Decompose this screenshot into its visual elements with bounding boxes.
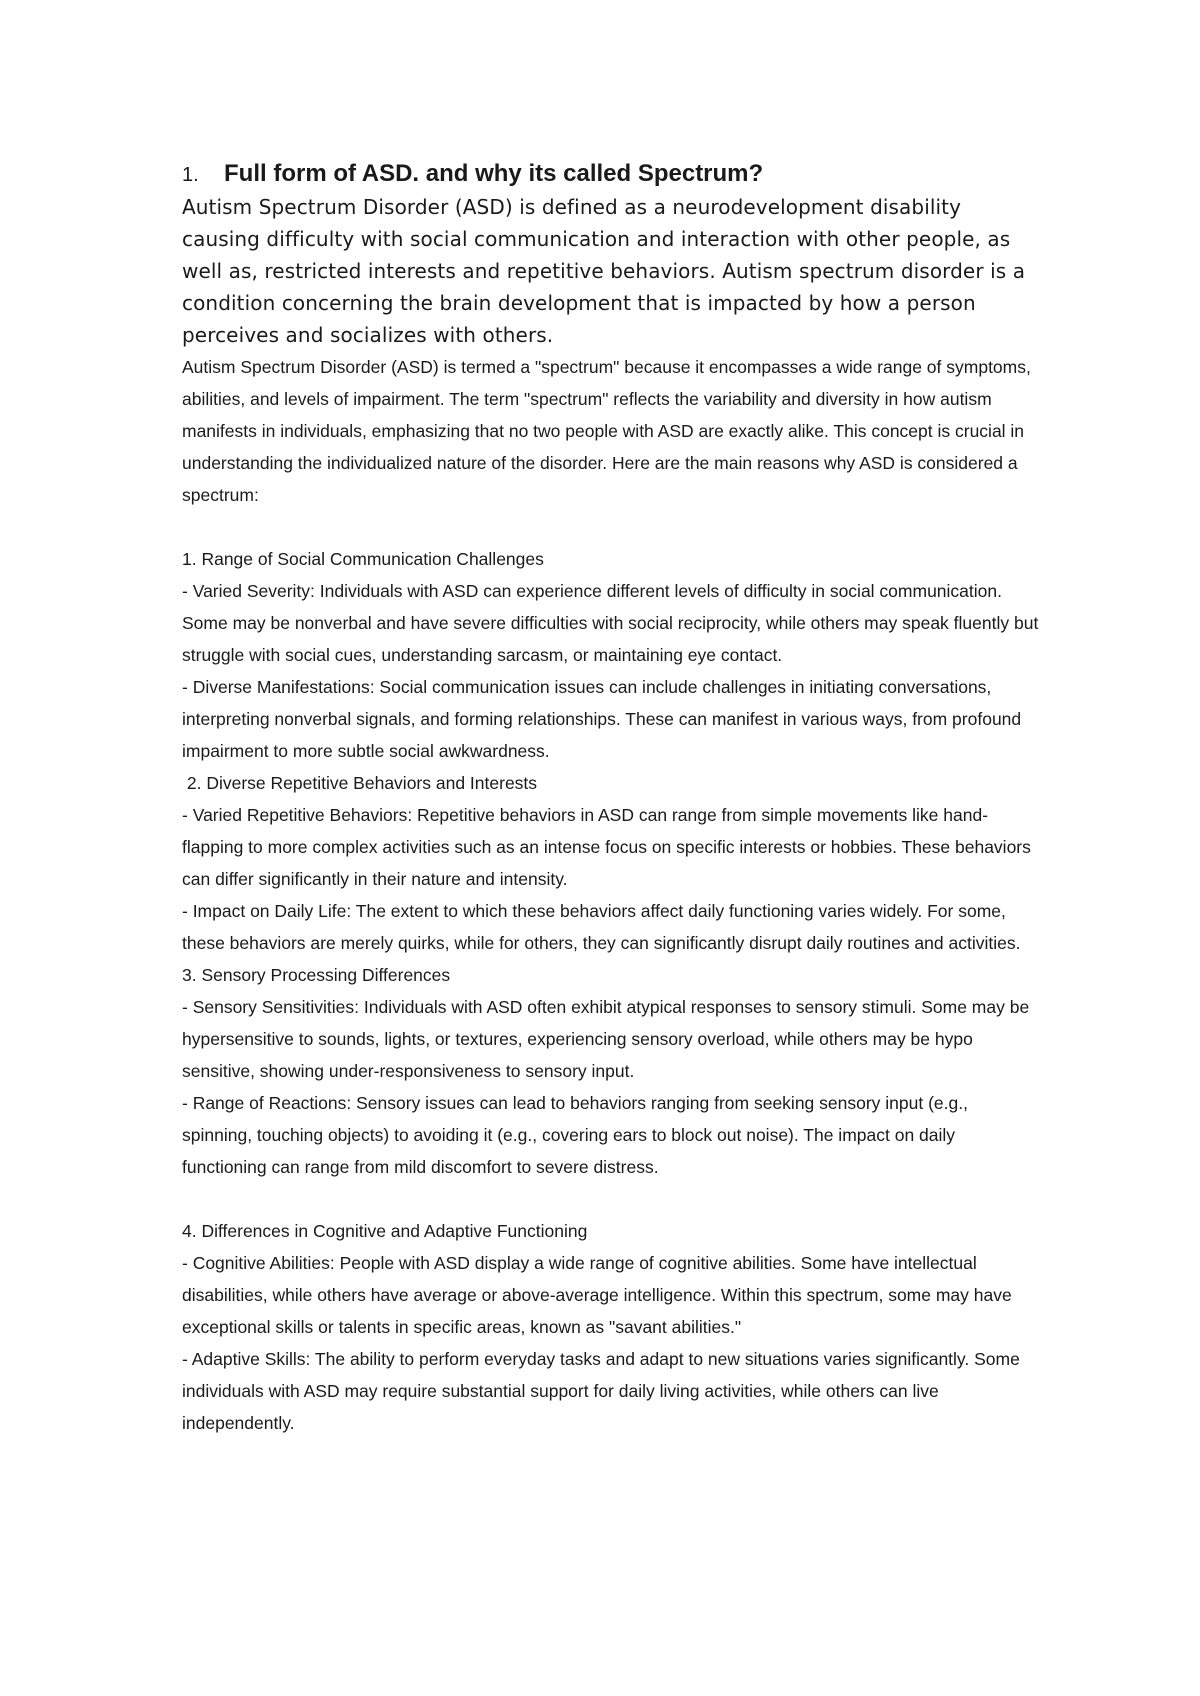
paragraph-gap (182, 511, 1042, 543)
point-diverse-manifestations: - Diverse Manifestations: Social communication issues can include challenges in initiating conversations, interpreting nonverbal signals, and forming relationships. These can manifest in various ways, from profound impairment to more subtle social awkwardness. (182, 677, 1022, 761)
question-number: 1. (182, 164, 199, 186)
section-title-social: 1. Range of Social Communication Challenges (182, 549, 544, 569)
question-title: Full form of ASD. and why its called Spectrum? (224, 160, 764, 187)
point-impact-daily-life: - Impact on Daily Life: The extent to which these behaviors affect daily functioning varies widely. For some, these behaviors are merely quirks, while for others, they can significantly disrupt daily routines and activities. (182, 901, 1021, 953)
intro-paragraph: Autism Spectrum Disorder (ASD) is defined as a neurodevelopment disability causing difficulty with social communication and interaction with other people, as well as, restricted interests and repetitive behaviors. Autism spectrum disorder is a condition concerning the brain development that is impacted by how a person perceives and socializes with others. (182, 195, 1026, 347)
point-sensory-sensitivities: - Sensory Sensitivities: Individuals with ASD often exhibit atypical responses to sensory stimuli. Some may be hypersensitive to sounds, lights, or textures, experiencing sensory overload, while others may be hypo sensitive, showing under-responsiveness to sensory input. (182, 997, 1030, 1081)
point-adaptive-skills: - Adaptive Skills: The ability to perform everyday tasks and adapt to new situations varies significantly. Some individuals with ASD may require substantial support for daily living activities, while others can live independently. (182, 1349, 1020, 1433)
point-varied-severity: - Varied Severity: Individuals with ASD can experience different levels of difficulty in social communication. Some may be nonverbal and have severe difficulties with social reciprocity, while others may speak fluently but struggle with social cues, understanding sarcasm, or maintaining eye contact. (182, 581, 1039, 665)
point-range-of-reactions: - Range of Reactions: Sensory issues can lead to behaviors ranging from seeking sensory input (e.g., spinning, touching objects) to avoiding it (e.g., covering ears to block out noise). The impact on daily functioning can range from mild discomfort to severe distress. (182, 1093, 968, 1177)
explanation-paragraph: Autism Spectrum Disorder (ASD) is termed a "spectrum" because it encompasses a wide range of symptoms, abilities, and levels of impairment. The term "spectrum" reflects the variability and diversity in how autism manifests in individuals, emphasizing that no two people with ASD are exactly alike. This concept is crucial in understanding the individualized nature of the disorder. Here are the main reasons why ASD is considered a spectrum: (182, 357, 1031, 505)
point-cognitive-abilities: - Cognitive Abilities: People with ASD display a wide range of cognitive abilities. Some have intellectual disabilities, while others have average or above-average intelligence. Within this spectrum, some may have exceptional skills or talents in specific areas, known as "savant abilities." (182, 1253, 1012, 1337)
question-heading (182, 158, 1042, 191)
section-title-sensory: 3. Sensory Processing Differences (182, 965, 451, 985)
section-title-cognitive: 4. Differences in Cognitive and Adaptive Functioning (182, 1221, 588, 1241)
document-body (182, 158, 1042, 1439)
paragraph-gap (182, 1183, 1042, 1215)
point-varied-repetitive-behaviors: - Varied Repetitive Behaviors: Repetitive behaviors in ASD can range from simple movements like hand-flapping to more complex activities such as an intense focus on specific interests or hobbies. These behaviors can differ significantly in their nature and intensity. (182, 805, 1031, 889)
section-title-repetitive: 2. Diverse Repetitive Behaviors and Interests (182, 773, 538, 793)
